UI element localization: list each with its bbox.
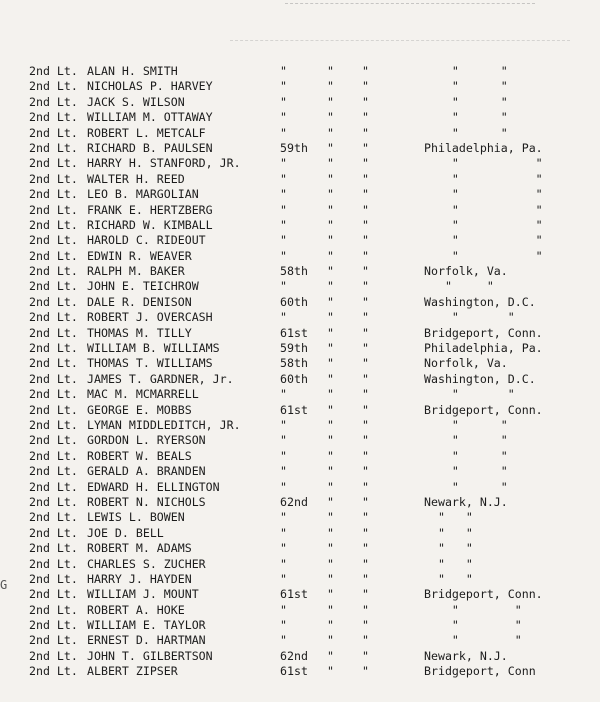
unit-number: ": [280, 433, 287, 448]
roster-row: [0, 295, 600, 310]
ditto-mark: ": [327, 402, 334, 417]
officer-name: EDWIN R. WEAVER: [87, 248, 192, 263]
ditto-mark: ": [362, 310, 369, 325]
ditto-mark: ": [327, 587, 334, 602]
ditto-mark: ": [362, 448, 369, 463]
ditto-mark: ": [327, 433, 334, 448]
ditto-mark: ": [327, 341, 334, 356]
rank-label: 2nd Lt.: [29, 602, 78, 617]
city-location: " ": [424, 510, 473, 525]
ditto-mark: ": [362, 140, 369, 155]
city-location: " ": [424, 618, 522, 633]
ditto-mark: ": [327, 525, 334, 540]
officer-name: WILLIAM M. OTTAWAY: [87, 110, 213, 125]
officer-name: WILLIAM E. TAYLOR: [87, 618, 206, 633]
rank-label: 2nd Lt.: [29, 587, 78, 602]
city-location: " ": [424, 94, 508, 109]
rank-label: 2nd Lt.: [29, 325, 78, 340]
rank-label: 2nd Lt.: [29, 618, 78, 633]
city-location: " ": [424, 464, 508, 479]
city-location: Bridgeport, Conn.: [424, 587, 543, 602]
unit-number: ": [280, 79, 287, 94]
roster-row: [0, 649, 600, 664]
ditto-mark: ": [327, 648, 334, 663]
ditto-mark: ": [362, 525, 369, 540]
unit-number: 59th: [280, 341, 308, 356]
roster-row: [0, 495, 600, 510]
officer-name: ROBERT W. BEALS: [87, 448, 192, 463]
rank-label: 2nd Lt.: [29, 510, 78, 525]
unit-number: ": [280, 64, 287, 78]
city-location: Philadelphia, Pa.: [424, 341, 543, 356]
city-location: " ": [424, 279, 494, 294]
ditto-mark: ": [327, 140, 334, 155]
roster-row: [0, 526, 600, 541]
unit-number: ": [280, 618, 287, 633]
city-location: " ": [424, 525, 473, 540]
roster-row: [0, 541, 600, 556]
ditto-mark: ": [327, 556, 334, 571]
margin-mark: G: [0, 578, 8, 592]
officer-name: ERNEST D. HARTMAN: [87, 633, 206, 648]
unit-number: ": [280, 633, 287, 648]
city-location: " ": [424, 417, 508, 432]
roster-row: [0, 587, 600, 602]
city-location: " ": [424, 217, 543, 232]
officer-roster-list: [0, 64, 600, 680]
rank-label: 2nd Lt.: [29, 217, 78, 232]
unit-number: 60th: [280, 294, 308, 309]
rank-label: 2nd Lt.: [29, 648, 78, 663]
rank-label: 2nd Lt.: [29, 494, 78, 509]
unit-number: 61st: [280, 587, 308, 602]
ditto-mark: ": [327, 156, 334, 171]
roster-row: [0, 156, 600, 171]
ditto-mark: ": [362, 541, 369, 556]
ditto-mark: ": [327, 248, 334, 263]
city-location: " ": [424, 187, 543, 202]
city-location: " ": [424, 248, 543, 263]
roster-row: [0, 79, 600, 94]
rank-label: 2nd Lt.: [29, 433, 78, 448]
officer-name: THOMAS T. WILLIAMS: [87, 356, 213, 371]
ditto-mark: ": [327, 187, 334, 202]
unit-number: ": [280, 525, 287, 540]
ditto-mark: ": [327, 294, 334, 309]
rank-label: 2nd Lt.: [29, 341, 78, 356]
ditto-mark: ": [362, 233, 369, 248]
unit-number: 61st: [280, 325, 308, 340]
ditto-mark: ": [327, 387, 334, 402]
ditto-mark: ": [362, 279, 369, 294]
ditto-mark: ": [362, 325, 369, 340]
roster-row: [0, 249, 600, 264]
roster-row: [0, 264, 600, 279]
roster-row: [0, 557, 600, 572]
city-location: Bridgeport, Conn.: [424, 325, 543, 340]
unit-number: ": [280, 417, 287, 432]
rank-label: 2nd Lt.: [29, 556, 78, 571]
ditto-mark: ": [362, 202, 369, 217]
city-location: " ": [424, 156, 543, 171]
officer-name: RICHARD B. PAULSEN: [87, 140, 213, 155]
roster-row: [0, 341, 600, 356]
unit-number: ": [280, 156, 287, 171]
ditto-mark: ": [362, 341, 369, 356]
unit-number: ": [280, 310, 287, 325]
unit-number: ": [280, 464, 287, 479]
city-location: " ": [424, 602, 522, 617]
roster-row: [0, 218, 600, 233]
roster-row: [0, 572, 600, 587]
officer-name: WILLIAM J. MOUNT: [87, 587, 199, 602]
ditto-mark: ": [362, 371, 369, 386]
roster-row: [0, 172, 600, 187]
ditto-mark: ": [362, 433, 369, 448]
city-location: " ": [424, 202, 543, 217]
city-location: " ": [424, 171, 543, 186]
officer-name: RICHARD W. KIMBALL: [87, 217, 213, 232]
city-location: " ": [424, 64, 508, 78]
roster-row: [0, 464, 600, 479]
unit-number: ": [280, 448, 287, 463]
ditto-mark: ": [327, 633, 334, 648]
ditto-mark: ": [327, 479, 334, 494]
rank-label: 2nd Lt.: [29, 125, 78, 140]
unit-number: ": [280, 279, 287, 294]
ditto-mark: ": [327, 64, 334, 78]
officer-name: EDWARD H. ELLINGTON: [87, 479, 220, 494]
roster-row: [0, 387, 600, 402]
roster-row: [0, 356, 600, 371]
roster-row: [0, 603, 600, 618]
unit-number: ": [280, 571, 287, 586]
unit-number: 62nd: [280, 648, 308, 663]
ditto-mark: ": [362, 294, 369, 309]
ditto-mark: ": [327, 217, 334, 232]
rank-label: 2nd Lt.: [29, 294, 78, 309]
unit-number: ": [280, 510, 287, 525]
officer-name: FRANK E. HERTZBERG: [87, 202, 213, 217]
ditto-mark: ": [327, 371, 334, 386]
ditto-mark: ": [327, 541, 334, 556]
unit-number: ": [280, 110, 287, 125]
rank-label: 2nd Lt.: [29, 94, 78, 109]
unit-number: ": [280, 479, 287, 494]
ditto-mark: ": [327, 310, 334, 325]
ditto-mark: ": [362, 110, 369, 125]
roster-row: [0, 95, 600, 110]
scan-artifact-line: [230, 40, 570, 45]
officer-name: WILLIAM B. WILLIAMS: [87, 341, 220, 356]
ditto-mark: ": [327, 571, 334, 586]
ditto-mark: ": [362, 402, 369, 417]
ditto-mark: ": [327, 325, 334, 340]
rank-label: 2nd Lt.: [29, 233, 78, 248]
unit-number: ": [280, 94, 287, 109]
unit-number: ": [280, 187, 287, 202]
rank-label: 2nd Lt.: [29, 79, 78, 94]
ditto-mark: ": [327, 264, 334, 279]
ditto-mark: ": [327, 448, 334, 463]
ditto-mark: ": [362, 664, 369, 679]
officer-name: NICHOLAS P. HARVEY: [87, 79, 213, 94]
ditto-mark: ": [327, 618, 334, 633]
ditto-mark: ": [327, 171, 334, 186]
unit-number: 60th: [280, 371, 308, 386]
officer-name: ROBERT A. HOKE: [87, 602, 185, 617]
ditto-mark: ": [327, 202, 334, 217]
ditto-mark: ": [362, 94, 369, 109]
ditto-mark: ": [362, 248, 369, 263]
city-location: " ": [424, 233, 543, 248]
city-location: " ": [424, 541, 473, 556]
city-location: " ": [424, 479, 508, 494]
officer-name: JOHN E. TEICHROW: [87, 279, 199, 294]
ditto-mark: ": [362, 556, 369, 571]
officer-name: RALPH M. BAKER: [87, 264, 185, 279]
ditto-mark: ": [327, 664, 334, 679]
rank-label: 2nd Lt.: [29, 64, 78, 78]
roster-row: [0, 418, 600, 433]
roster-row: [0, 633, 600, 648]
roster-row: [0, 110, 600, 125]
city-location: " ": [424, 310, 515, 325]
scan-artifact-line: [285, 3, 535, 9]
officer-name: THOMAS M. TILLY: [87, 325, 192, 340]
roster-row: [0, 187, 600, 202]
officer-name: ROBERT M. ADAMS: [87, 541, 192, 556]
rank-label: 2nd Lt.: [29, 402, 78, 417]
roster-row: [0, 403, 600, 418]
ditto-mark: ": [362, 417, 369, 432]
ditto-mark: ": [362, 156, 369, 171]
unit-number: ": [280, 248, 287, 263]
roster-row: [0, 233, 600, 248]
ditto-mark: ": [327, 464, 334, 479]
ditto-mark: ": [327, 602, 334, 617]
ditto-mark: ": [362, 602, 369, 617]
city-location: Bridgeport, Conn: [424, 664, 536, 679]
ditto-mark: ": [362, 125, 369, 140]
city-location: " ": [424, 433, 508, 448]
rank-label: 2nd Lt.: [29, 202, 78, 217]
city-location: " ": [424, 125, 508, 140]
officer-name: GORDON L. RYERSON: [87, 433, 206, 448]
officer-name: JOHN T. GILBERTSON: [87, 648, 213, 663]
ditto-mark: ": [362, 79, 369, 94]
unit-number: ": [280, 387, 287, 402]
rank-label: 2nd Lt.: [29, 479, 78, 494]
rank-label: 2nd Lt.: [29, 356, 78, 371]
rank-label: 2nd Lt.: [29, 248, 78, 263]
unit-number: ": [280, 125, 287, 140]
roster-row: [0, 449, 600, 464]
roster-row: [0, 310, 600, 325]
rank-label: 2nd Lt.: [29, 156, 78, 171]
officer-name: DALE R. DENISON: [87, 294, 192, 309]
city-location: " ": [424, 79, 508, 94]
ditto-mark: ": [362, 264, 369, 279]
officer-name: HARRY H. STANFORD, JR.: [87, 156, 241, 171]
ditto-mark: ": [327, 279, 334, 294]
roster-row: [0, 433, 600, 448]
officer-name: LYMAN MIDDLEDITCH, JR.: [87, 417, 241, 432]
unit-number: ": [280, 233, 287, 248]
officer-name: ROBERT N. NICHOLS: [87, 494, 206, 509]
officer-name: JOE D. BELL: [87, 525, 164, 540]
rank-label: 2nd Lt.: [29, 110, 78, 125]
rank-label: 2nd Lt.: [29, 541, 78, 556]
rank-label: 2nd Lt.: [29, 140, 78, 155]
ditto-mark: ": [327, 110, 334, 125]
roster-row: [0, 203, 600, 218]
officer-name: WALTER H. REED: [87, 171, 185, 186]
ditto-mark: ": [362, 387, 369, 402]
city-location: " ": [424, 571, 473, 586]
unit-number: ": [280, 541, 287, 556]
unit-number: ": [280, 602, 287, 617]
unit-number: 61st: [280, 402, 308, 417]
roster-row: [0, 510, 600, 525]
ditto-mark: ": [327, 417, 334, 432]
roster-row: [0, 126, 600, 141]
rank-label: 2nd Lt.: [29, 664, 78, 679]
rank-label: 2nd Lt.: [29, 279, 78, 294]
roster-row: [0, 279, 600, 294]
city-location: Philadelphia, Pa.: [424, 140, 543, 155]
ditto-mark: ": [362, 618, 369, 633]
rank-label: 2nd Lt.: [29, 387, 78, 402]
ditto-mark: ": [327, 94, 334, 109]
officer-name: ROBERT L. METCALF: [87, 125, 206, 140]
rank-label: 2nd Lt.: [29, 417, 78, 432]
ditto-mark: ": [362, 356, 369, 371]
officer-name: ALAN H. SMITH: [87, 64, 178, 78]
roster-row: [0, 618, 600, 633]
ditto-mark: ": [327, 79, 334, 94]
city-location: Washington, D.C.: [424, 371, 536, 386]
officer-name: GEORGE E. MOBBS: [87, 402, 192, 417]
unit-number: ": [280, 171, 287, 186]
roster-row: [0, 372, 600, 387]
city-location: " ": [424, 556, 473, 571]
ditto-mark: ": [362, 187, 369, 202]
rank-label: 2nd Lt.: [29, 371, 78, 386]
ditto-mark: ": [362, 217, 369, 232]
officer-name: LEO B. MARGOLIAN: [87, 187, 199, 202]
rank-label: 2nd Lt.: [29, 264, 78, 279]
ditto-mark: ": [362, 171, 369, 186]
city-location: " ": [424, 633, 522, 648]
ditto-mark: ": [362, 64, 369, 78]
ditto-mark: ": [362, 510, 369, 525]
ditto-mark: ": [327, 233, 334, 248]
city-location: Washington, D.C.: [424, 294, 536, 309]
city-location: Newark, N.J.: [424, 648, 508, 663]
roster-row: [0, 64, 600, 79]
ditto-mark: ": [362, 479, 369, 494]
ditto-mark: ": [362, 648, 369, 663]
ditto-mark: ": [362, 587, 369, 602]
city-location: Norfolk, Va.: [424, 264, 508, 279]
rank-label: 2nd Lt.: [29, 464, 78, 479]
rank-label: 2nd Lt.: [29, 171, 78, 186]
ditto-mark: ": [327, 356, 334, 371]
ditto-mark: ": [362, 633, 369, 648]
ditto-mark: ": [327, 494, 334, 509]
officer-name: LEWIS L. BOWEN: [87, 510, 185, 525]
rank-label: 2nd Lt.: [29, 187, 78, 202]
ditto-mark: ": [362, 494, 369, 509]
officer-name: GERALD A. BRANDEN: [87, 464, 206, 479]
roster-row: [0, 141, 600, 156]
city-location: " ": [424, 448, 508, 463]
officer-name: JAMES T. GARDNER, Jr.: [87, 371, 234, 386]
city-location: " ": [424, 387, 515, 402]
roster-row: [0, 480, 600, 495]
unit-number: 58th: [280, 264, 308, 279]
officer-name: JACK S. WILSON: [87, 94, 185, 109]
unit-number: ": [280, 556, 287, 571]
rank-label: 2nd Lt.: [29, 525, 78, 540]
city-location: Norfolk, Va.: [424, 356, 508, 371]
city-location: Newark, N.J.: [424, 494, 508, 509]
officer-name: HAROLD C. RIDEOUT: [87, 233, 206, 248]
unit-number: 62nd: [280, 494, 308, 509]
ditto-mark: ": [327, 510, 334, 525]
city-location: Bridgeport, Conn.: [424, 402, 543, 417]
unit-number: ": [280, 217, 287, 232]
roster-row: [0, 664, 600, 679]
roster-row: [0, 326, 600, 341]
officer-name: ROBERT J. OVERCASH: [87, 310, 213, 325]
rank-label: 2nd Lt.: [29, 633, 78, 648]
ditto-mark: ": [327, 125, 334, 140]
ditto-mark: ": [362, 571, 369, 586]
ditto-mark: ": [362, 464, 369, 479]
officer-name: CHARLES S. ZUCHER: [87, 556, 206, 571]
unit-number: 58th: [280, 356, 308, 371]
rank-label: 2nd Lt.: [29, 310, 78, 325]
officer-name: MAC M. MCMARRELL: [87, 387, 199, 402]
unit-number: ": [280, 202, 287, 217]
rank-label: 2nd Lt.: [29, 448, 78, 463]
city-location: " ": [424, 110, 508, 125]
unit-number: 61st: [280, 664, 308, 679]
officer-name: ALBERT ZIPSER: [87, 664, 178, 679]
rank-label: 2nd Lt.: [29, 571, 78, 586]
unit-number: 59th: [280, 140, 308, 155]
officer-name: HARRY J. HAYDEN: [87, 571, 192, 586]
